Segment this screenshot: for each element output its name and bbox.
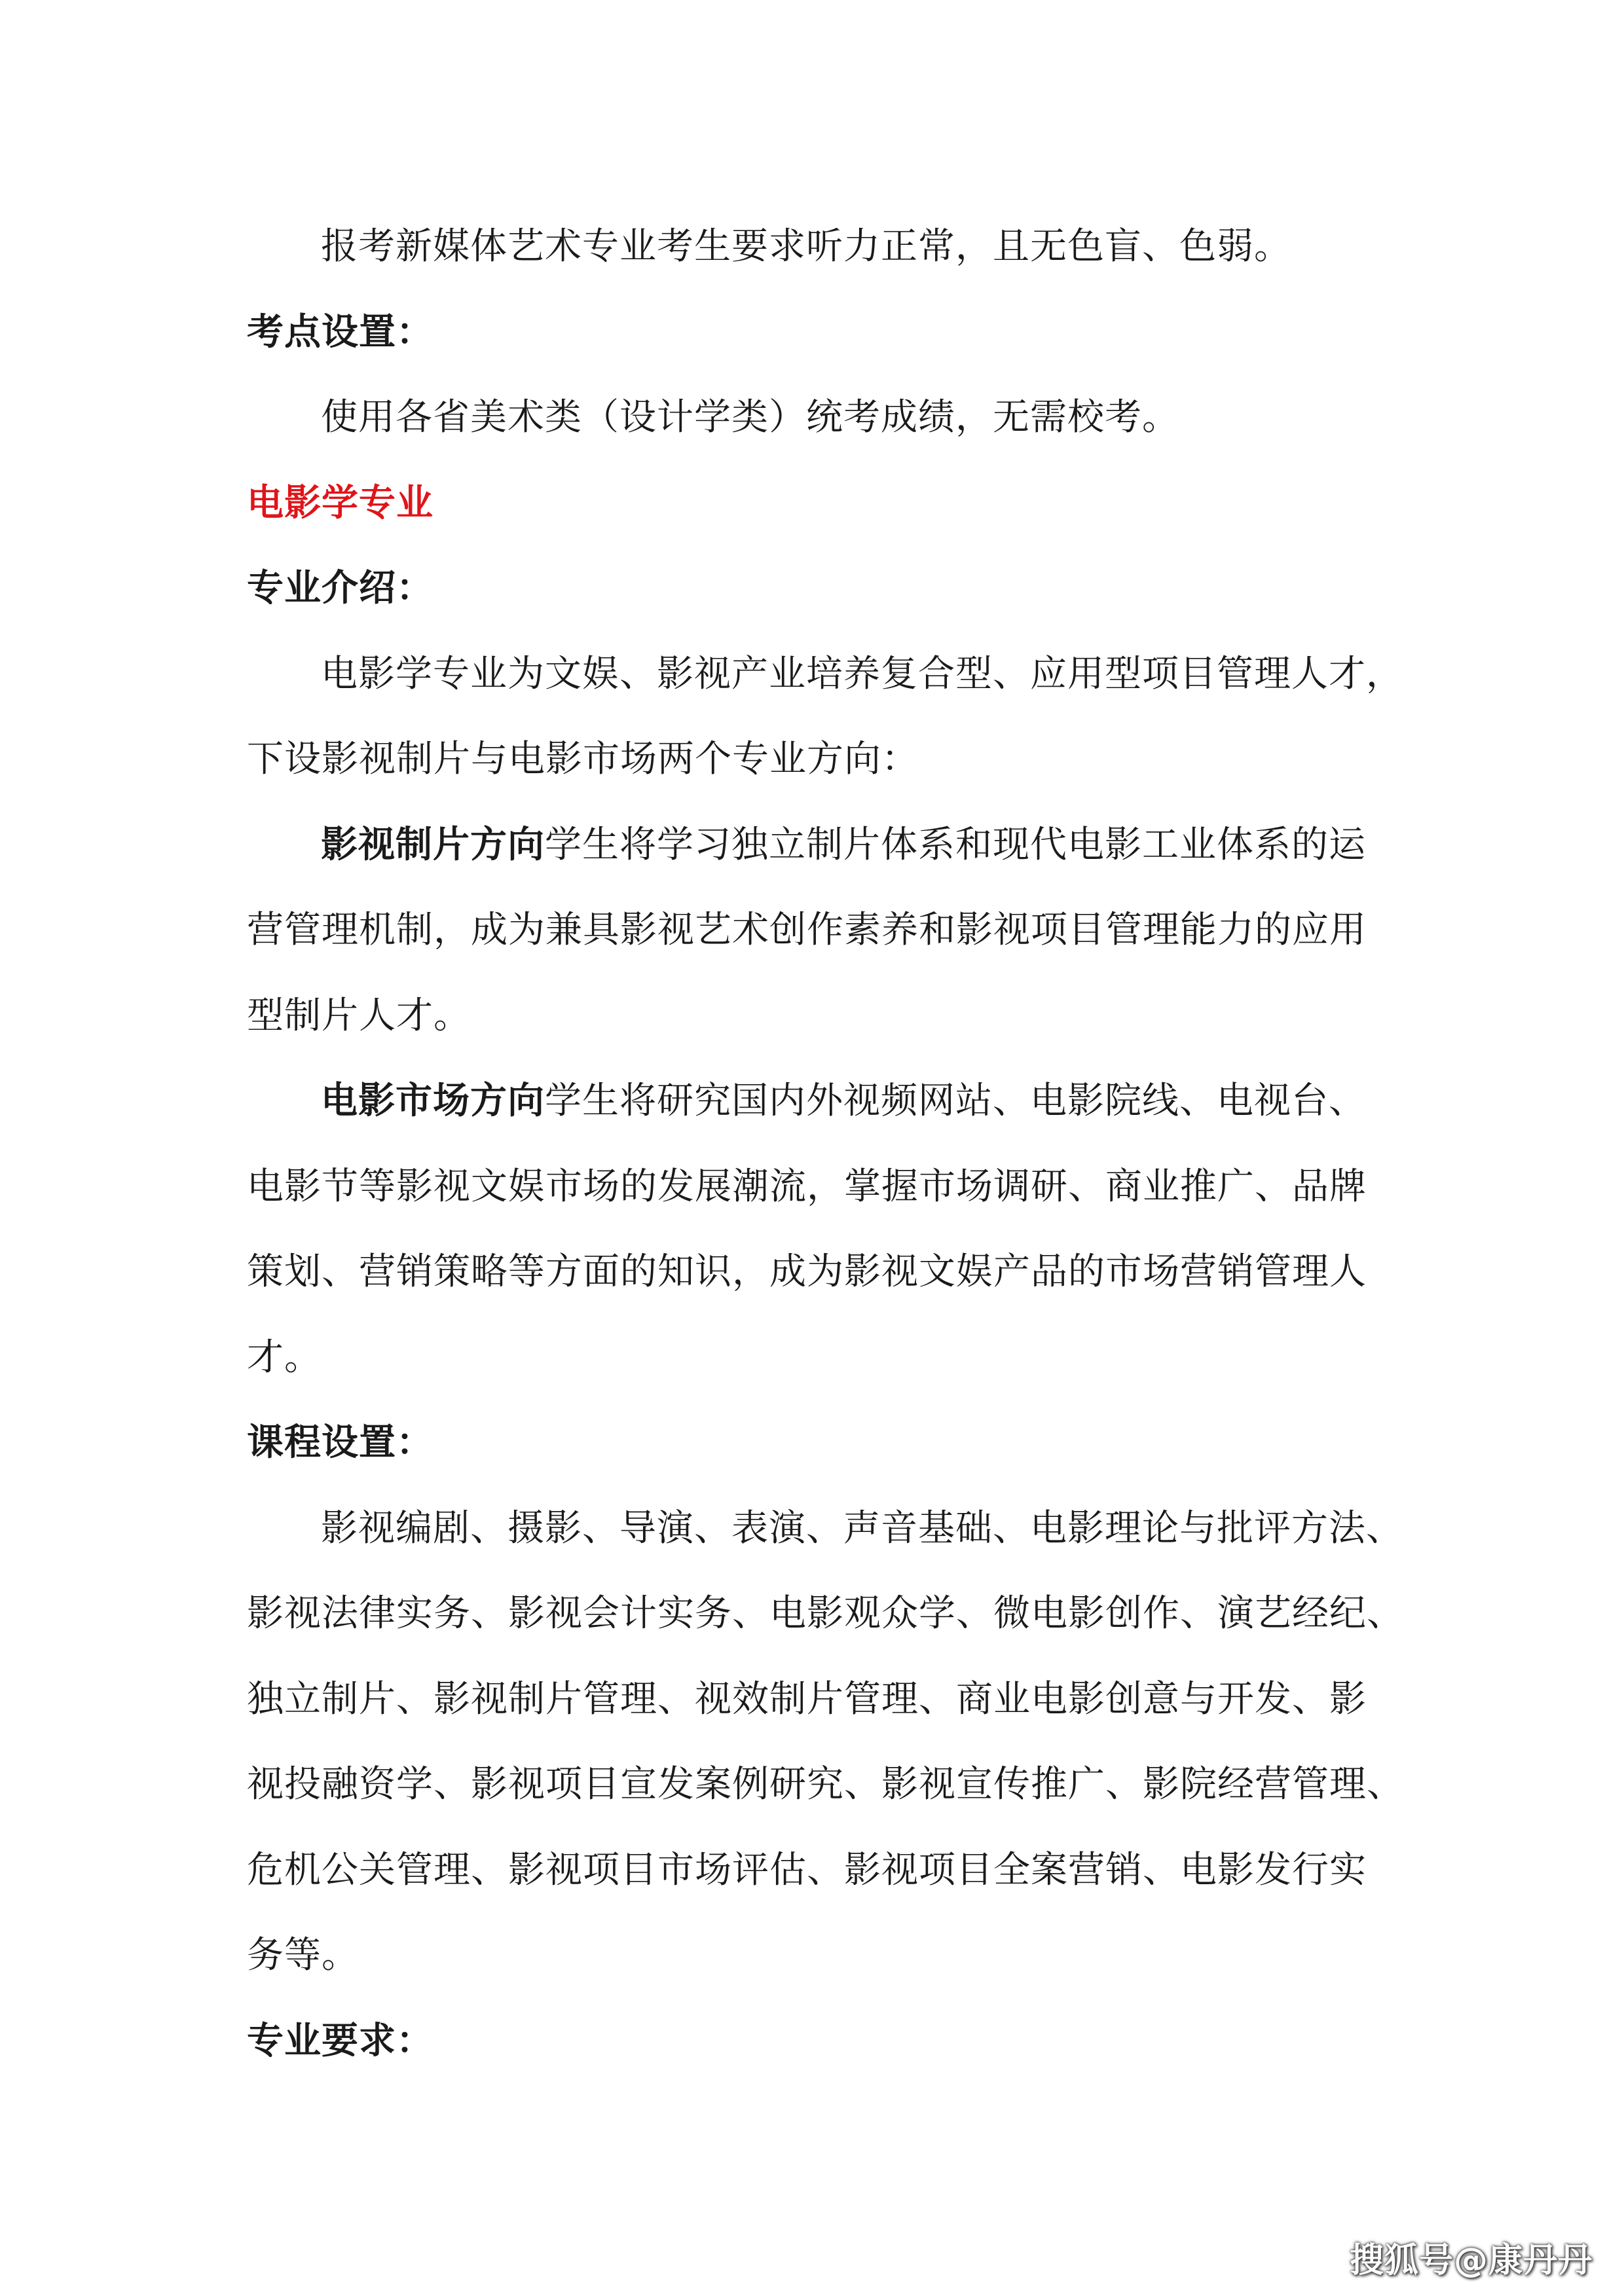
intro-line-1: 电影学专业为文娱、影视产业培养复合型、应用型项目管理人才，: [321, 652, 1403, 695]
courses-line-1: 影视编剧、摄影、导演、表演、声音基础、电影理论与批评方法、: [321, 1506, 1403, 1550]
intro-line-2: 下设影视制片与电影市场两个专业方向：: [247, 738, 919, 780]
heading-requirements: 专业要求：: [247, 2019, 434, 2062]
heading-exam-location: 考点设置：: [247, 310, 434, 354]
heading-courses: 课程设置：: [247, 1421, 434, 1464]
watermark: 搜狐号@康丹丹: [1349, 2241, 1593, 2280]
heading-major-intro: 专业介绍：: [247, 567, 434, 610]
direction-production-line-1: [247, 803, 1386, 888]
paragraph-newmedia-requirement: 报考新媒体艺术专业考生要求听力正常，且无色盲、色弱。: [321, 225, 1291, 268]
courses-line-3: 独立制片、影视制片管理、视效制片管理、商业电影创意与开发、影: [247, 1677, 1367, 1721]
direction-market-line-3: 策划、营销策略等方面的知识，成为影视文娱产品的市场营销管理人: [247, 1250, 1367, 1293]
direction-production-line-2: 营管理机制，成为兼具影视艺术创作素养和影视项目管理能力的应用: [247, 909, 1367, 951]
direction-market-label: 电影市场方向: [321, 1080, 545, 1122]
direction-market-line-4: 才。: [247, 1336, 322, 1379]
direction-production-text: 学生将学习独立制片体系和现代电影工业体系的运: [545, 823, 1366, 866]
paragraph-exam-location: 使用各省美术类（设计学类）统考成绩，无需校考。: [321, 396, 1179, 439]
direction-production-line-3: 型制片人才。: [247, 994, 471, 1037]
direction-production-label: 影视制片方向: [321, 823, 545, 866]
courses-line-6: 务等。: [247, 1934, 359, 1977]
direction-market-line-1: [247, 1059, 1386, 1144]
direction-market-line-2: 电影节等影视文娱市场的发展潮流，掌握市场调研、商业推广、品牌: [247, 1165, 1367, 1208]
courses-line-4: 视投融资学、影视项目宣发案例研究、影视宣传推广、影院经营管理、: [247, 1763, 1404, 1806]
document-body: [247, 204, 1404, 2084]
courses-line-2: 影视法律实务、影视会计实务、电影观众学、微电影创作、演艺经纪、: [247, 1592, 1404, 1635]
direction-market-text: 学生将研究国内外视频网站、电影院线、电视台、: [545, 1080, 1366, 1122]
courses-line-5: 危机公关管理、影视项目市场评估、影视项目全案营销、电影发行实: [247, 1848, 1367, 1891]
major-title: 电影学专业: [247, 481, 434, 524]
